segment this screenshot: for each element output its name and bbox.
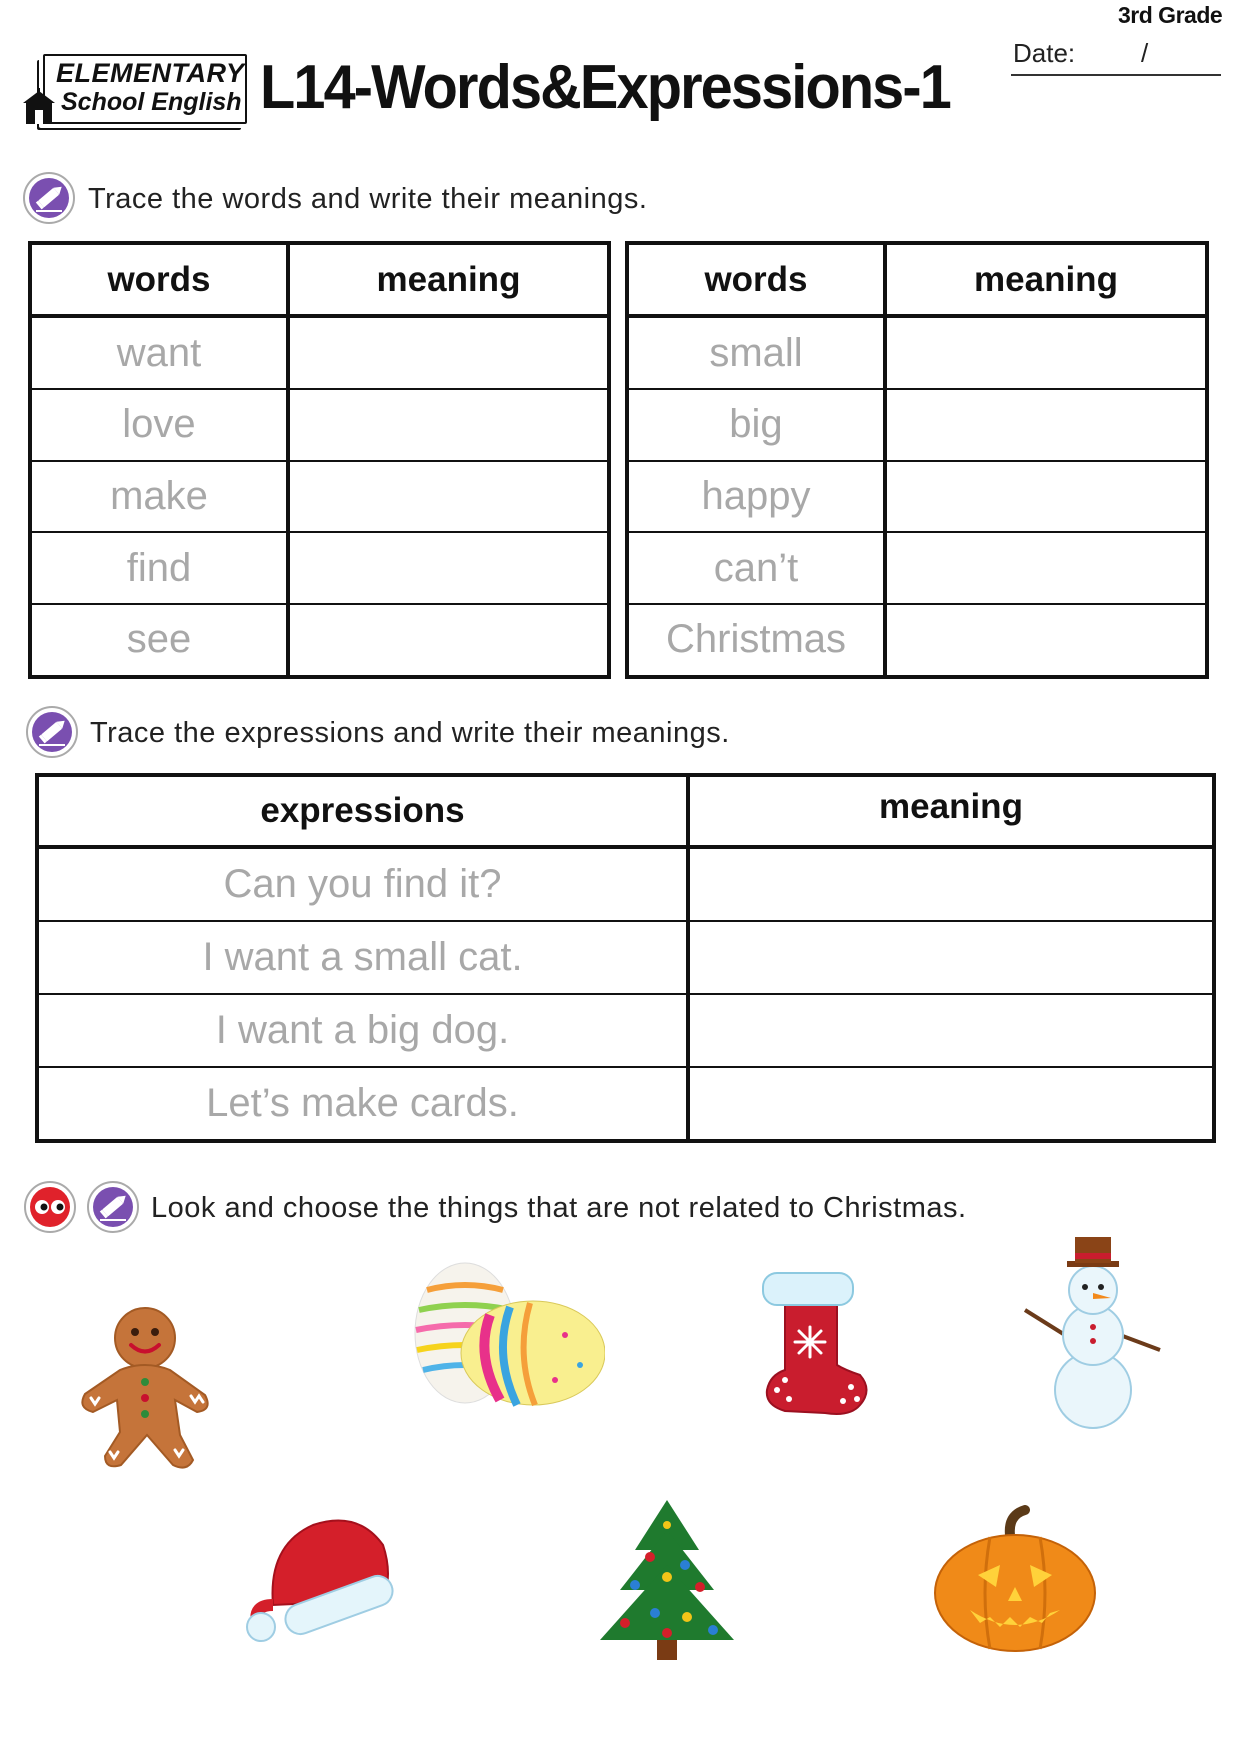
table-row xyxy=(30,316,609,389)
table-row xyxy=(30,461,609,533)
trace-expression: I want a big dog. xyxy=(37,994,688,1067)
eyes-badge-icon xyxy=(23,1180,77,1234)
date-label: Date: xyxy=(1013,38,1076,68)
schoolhouse-icon xyxy=(20,88,58,126)
trace-word: Christmas xyxy=(627,604,885,677)
meaning-cell[interactable] xyxy=(688,1067,1214,1141)
easter-eggs-image[interactable] xyxy=(405,1255,605,1415)
table-row xyxy=(30,532,609,604)
trace-word: happy xyxy=(627,461,885,533)
pencil-badge-icon xyxy=(25,705,79,759)
meaning-cell[interactable] xyxy=(885,316,1207,389)
date-separator: / xyxy=(1141,38,1149,68)
snowman-image[interactable] xyxy=(1015,1235,1170,1430)
table-row xyxy=(627,316,1207,389)
meaning-cell[interactable] xyxy=(885,604,1207,677)
col-header-meaning: meaning xyxy=(688,775,1214,847)
date-field-line[interactable] xyxy=(1011,74,1221,76)
col-header-meaning: meaning xyxy=(288,243,609,316)
table-row xyxy=(627,604,1207,677)
jack-o-lantern-image[interactable] xyxy=(930,1505,1100,1655)
meaning-cell[interactable] xyxy=(288,461,609,533)
meaning-cell[interactable] xyxy=(288,316,609,389)
trace-expression: Let’s make cards. xyxy=(37,1067,688,1141)
table-row xyxy=(627,461,1207,533)
pencil-badge-icon xyxy=(22,171,76,225)
trace-word: see xyxy=(30,604,288,677)
section2-instruction: Trace the expressions and write their meanings. xyxy=(90,717,730,749)
meaning-cell[interactable] xyxy=(288,604,609,677)
christmas-stocking-image[interactable] xyxy=(755,1265,875,1425)
words-table-left xyxy=(28,241,611,679)
meaning-cell[interactable] xyxy=(288,389,609,461)
trace-word: big xyxy=(627,389,885,461)
table-row xyxy=(30,389,609,461)
meaning-cell[interactable] xyxy=(688,847,1214,921)
logo-text-school-english: School English xyxy=(61,88,242,116)
table-row xyxy=(37,1067,1214,1141)
table-row xyxy=(30,604,609,677)
table-row xyxy=(37,921,1214,994)
meaning-cell[interactable] xyxy=(688,921,1214,994)
trace-word: can’t xyxy=(627,532,885,604)
trace-word: want xyxy=(30,316,288,389)
table-row xyxy=(37,994,1214,1067)
trace-word: make xyxy=(30,461,288,533)
grade-label: 3rd Grade xyxy=(1118,2,1223,28)
trace-word: small xyxy=(627,316,885,389)
christmas-tree-image[interactable] xyxy=(595,1495,740,1665)
trace-expression: Can you find it? xyxy=(37,847,688,921)
meaning-cell[interactable] xyxy=(288,532,609,604)
meaning-cell[interactable] xyxy=(688,994,1214,1067)
col-header-expressions: expressions xyxy=(37,775,688,847)
page-title: L14-Words&Expressions-1 xyxy=(260,53,950,122)
table-row xyxy=(627,389,1207,461)
col-header-meaning: meaning xyxy=(885,243,1207,316)
section3-instruction: Look and choose the things that are not related to Christmas. xyxy=(151,1192,967,1224)
col-header-words: words xyxy=(30,243,288,316)
meaning-cell[interactable] xyxy=(885,461,1207,533)
gingerbread-man-image[interactable] xyxy=(75,1300,215,1470)
logo-text-elementary: ELEMENTARY xyxy=(56,58,245,88)
trace-word: love xyxy=(30,389,288,461)
meaning-cell[interactable] xyxy=(885,389,1207,461)
meaning-cell[interactable] xyxy=(885,532,1207,604)
expressions-table xyxy=(35,773,1216,1143)
table-row xyxy=(37,847,1214,921)
section1-instruction: Trace the words and write their meanings. xyxy=(88,183,648,215)
santa-hat-image[interactable] xyxy=(243,1505,403,1645)
trace-word: find xyxy=(30,532,288,604)
table-row xyxy=(627,532,1207,604)
col-header-words: words xyxy=(627,243,885,316)
pencil-badge-icon xyxy=(86,1180,140,1234)
trace-expression: I want a small cat. xyxy=(37,921,688,994)
words-table-right xyxy=(625,241,1209,679)
